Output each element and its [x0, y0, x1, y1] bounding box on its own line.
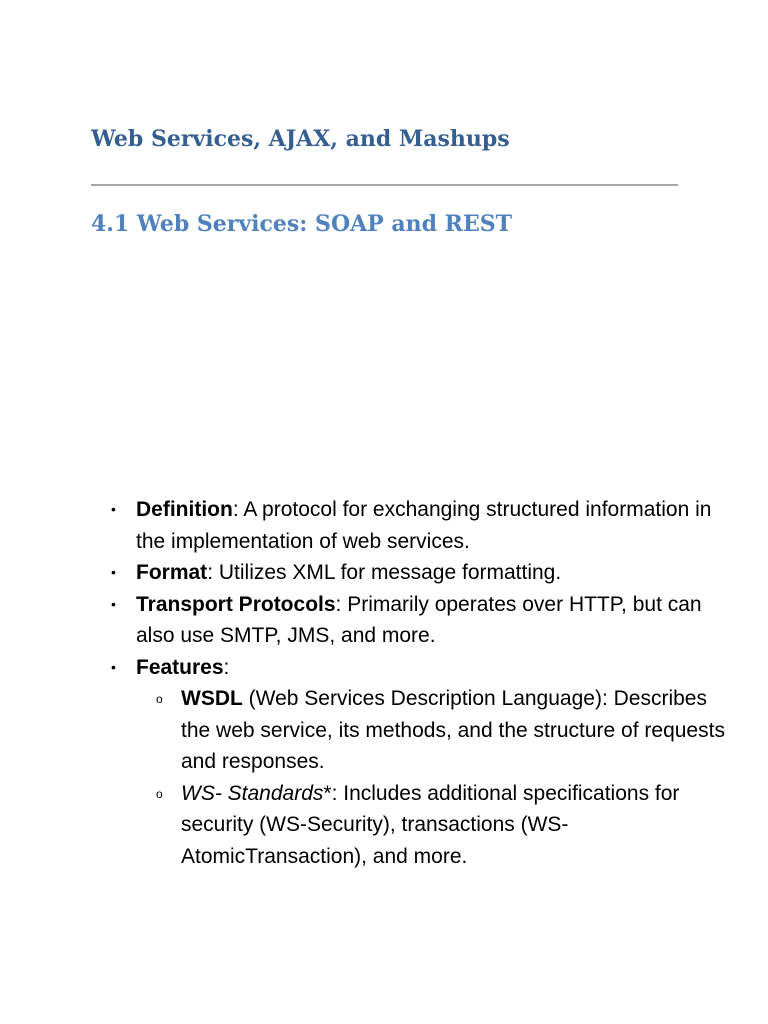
- bullet-term: Features: [136, 655, 224, 679]
- bullet-list: [136, 494, 736, 872]
- sub-bullet-text: *: Includes additional specifications for security (WS-Security), transactions (WS-AtomicTransaction), and more.: [181, 781, 680, 868]
- bullet-item-definition: [136, 494, 736, 557]
- document-title: Web Services, AJAX, and Mashups: [91, 126, 510, 152]
- bullet-term: Definition: [136, 498, 233, 521]
- bullet-text: :: [223, 655, 230, 679]
- sub-bullet-text: (Web Services Description Language): Describes the web service, its methods, and the structure of requests and responses.: [181, 687, 725, 773]
- title-divider: [91, 184, 678, 186]
- sub-bullet-term: WS- Standards: [181, 781, 324, 805]
- section-heading: 4.1 Web Services: SOAP and REST: [91, 211, 512, 237]
- sub-bullet-item-wsdl: [181, 683, 736, 778]
- sub-bullet-item-ws-standards: [181, 778, 736, 873]
- bullet-item-transport-protocols: [136, 589, 736, 652]
- bullet-term: Transport Protocols: [136, 592, 336, 616]
- sub-bullet-list: [136, 683, 736, 872]
- bullet-text: : Primarily operates over HTTP, but can also use SMTP, JMS, and more.: [136, 592, 702, 647]
- bullet-text: : A protocol for exchanging structured information in the implementation of web services.: [136, 498, 712, 553]
- bullet-term: Format: [136, 561, 208, 584]
- bullet-text: : Utilizes XML for message formatting.: [207, 561, 562, 584]
- sub-bullet-term: WSDL: [181, 687, 243, 710]
- bullet-item-format: [136, 557, 736, 589]
- bullet-item-features: [136, 652, 736, 873]
